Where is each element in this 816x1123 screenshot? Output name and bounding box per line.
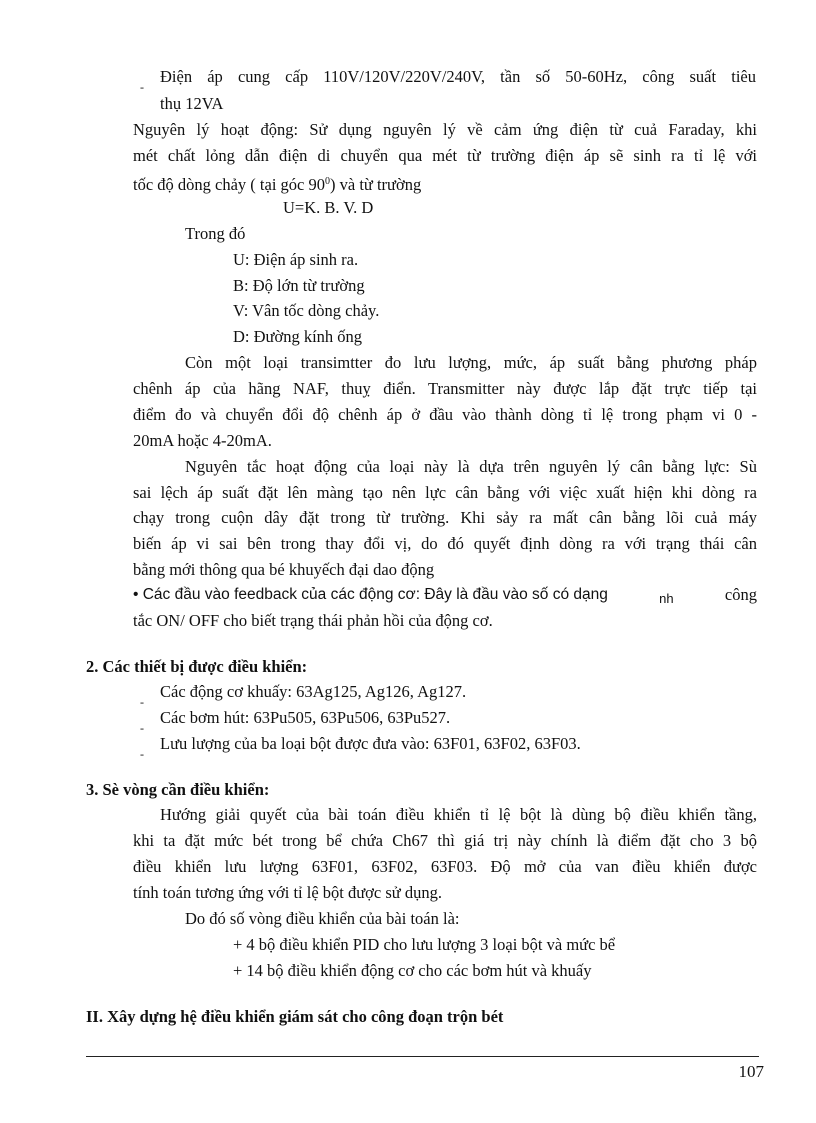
- feedback-line-2: tắc ON/ OFF cho biết trạng thái phản hồi của động cơ.: [133, 611, 493, 630]
- balance-line-3: chạy trong cuộn dây đặt trong từ trường. Khi sảy ra mất cân bằng lõi cuả máy: [133, 508, 757, 527]
- var-v: V: Vân tốc dòng chảy.: [233, 301, 380, 320]
- naf-line-1: Còn một loại transimtter đo lưu lượng, mức, áp suất bằng phương pháp: [185, 353, 757, 372]
- where-label: Trong đó: [185, 224, 246, 243]
- formula: U=K. B. V. D: [283, 198, 374, 217]
- section-2-item-3: Lưu lượng của ba loại bột được đưa vào: 63F01, 63F02, 63F03.: [160, 734, 581, 753]
- var-d: D: Đường kính ống: [233, 327, 363, 346]
- section-3-line-2: khi ta đặt mức bét trong bể chứa Ch67 thì giá trị này chính là điểm đặt cho 3 bộ: [133, 831, 757, 850]
- feedback-line-1: [133, 584, 757, 606]
- section-2-item-2: Các bơm hút: 63Pu505, 63Pu506, 63Pu527.: [160, 708, 451, 727]
- degree-superscript: 0: [325, 176, 330, 187]
- footer-rule: [86, 1056, 759, 1057]
- voltage-line-1: Điện áp cung cấp 110V/120V/220V/240V, tần số 50-60Hz, công suất tiêu: [160, 67, 756, 86]
- dash-bullet: -: [140, 695, 144, 709]
- var-b: B: Độ lớn từ trường: [233, 276, 365, 295]
- principle-line-3-b: ) và từ trường: [330, 175, 422, 194]
- part-2-heading: II. Xây dựng hệ điều khiển giám sát cho công đoạn trộn bét: [86, 1007, 504, 1026]
- balance-line-4: biến áp vi sai bên trong thay đổi vị, do đó quyết định dòng ra với trạng thái cân: [133, 534, 757, 553]
- feedback-line-1-text: • Các đầu vào feedback của các động cơ: Đây là đầu vào số có dạng: [133, 586, 608, 603]
- balance-line-2: sai lệch áp suất đặt lên màng tạo nên lực cân bằng với việc xuất hiện khi dòng ra: [133, 483, 757, 502]
- naf-line-3: điểm đo và chuyển đổi độ chênh áp ở đầu vào thành dòng tỉ lệ trong phạm vi 0 -: [133, 405, 757, 424]
- dash-bullet: -: [140, 80, 144, 94]
- principle-line-1: Nguyên lý hoạt động: Sử dụng nguyên lý về cảm ứng điện từ cuả Faraday, khi: [133, 120, 757, 139]
- section-3-line-4: tính toán tương ứng với tỉ lệ bột được sử dụng.: [133, 883, 442, 902]
- var-u: U: Điện áp sinh ra.: [233, 250, 359, 269]
- loop-item-1: + 4 bộ điều khiển PID cho lưu lượng 3 loại bột và mức bể: [233, 935, 616, 954]
- naf-line-2: chênh áp của hãng NAF, thuỵ điển. Transmitter này được lắp đặt trực tiếp tại: [133, 379, 757, 398]
- section-2-item-1: Các động cơ khuấy: 63Ag125, Ag126, Ag127.: [160, 682, 467, 701]
- dash-bullet: -: [140, 721, 144, 735]
- feedback-line-1-end: công: [724, 585, 757, 604]
- section-3-conclusion: Do đó số vòng điều khiển của bài toán là:: [185, 909, 460, 928]
- section-3-line-1: Hướng giải quyết của bài toán điều khiển tỉ lệ bột là dùng bộ điều khiển tầng,: [160, 805, 757, 824]
- naf-line-4: 20mA hoặc 4-20mA.: [133, 431, 272, 450]
- feedback-nh-fragment: nh: [659, 591, 674, 606]
- principle-line-3: [133, 171, 421, 196]
- principle-line-2: mét chất lỏng dẫn điện di chuyển qua mét từ trường điện áp sẽ sinh ra tỉ lệ với: [133, 146, 757, 165]
- dash-bullet: -: [140, 747, 144, 761]
- section-2-heading: 2. Các thiết bị được điều khiển:: [86, 657, 308, 676]
- page-number: 107: [738, 1062, 764, 1081]
- loop-item-2: + 14 bộ điều khiển động cơ cho các bơm hút và khuấy: [233, 961, 592, 980]
- section-3-heading: 3. Sè vòng cần điều khiển:: [86, 780, 270, 799]
- principle-line-3-a: tốc độ dòng chảy ( tại góc 90: [133, 175, 325, 194]
- balance-line-1: Nguyên tắc hoạt động của loại này là dựa trên nguyên lý cân bằng lực: Sù: [185, 457, 757, 476]
- voltage-line-2: thụ 12VA: [160, 94, 224, 113]
- section-3-line-3: điều khiển lưu lượng 63F01, 63F02, 63F03. Độ mở của van điều khiển được: [133, 857, 757, 876]
- balance-line-5: bằng mới thông qua bé khuyếch đại dao động: [133, 560, 435, 579]
